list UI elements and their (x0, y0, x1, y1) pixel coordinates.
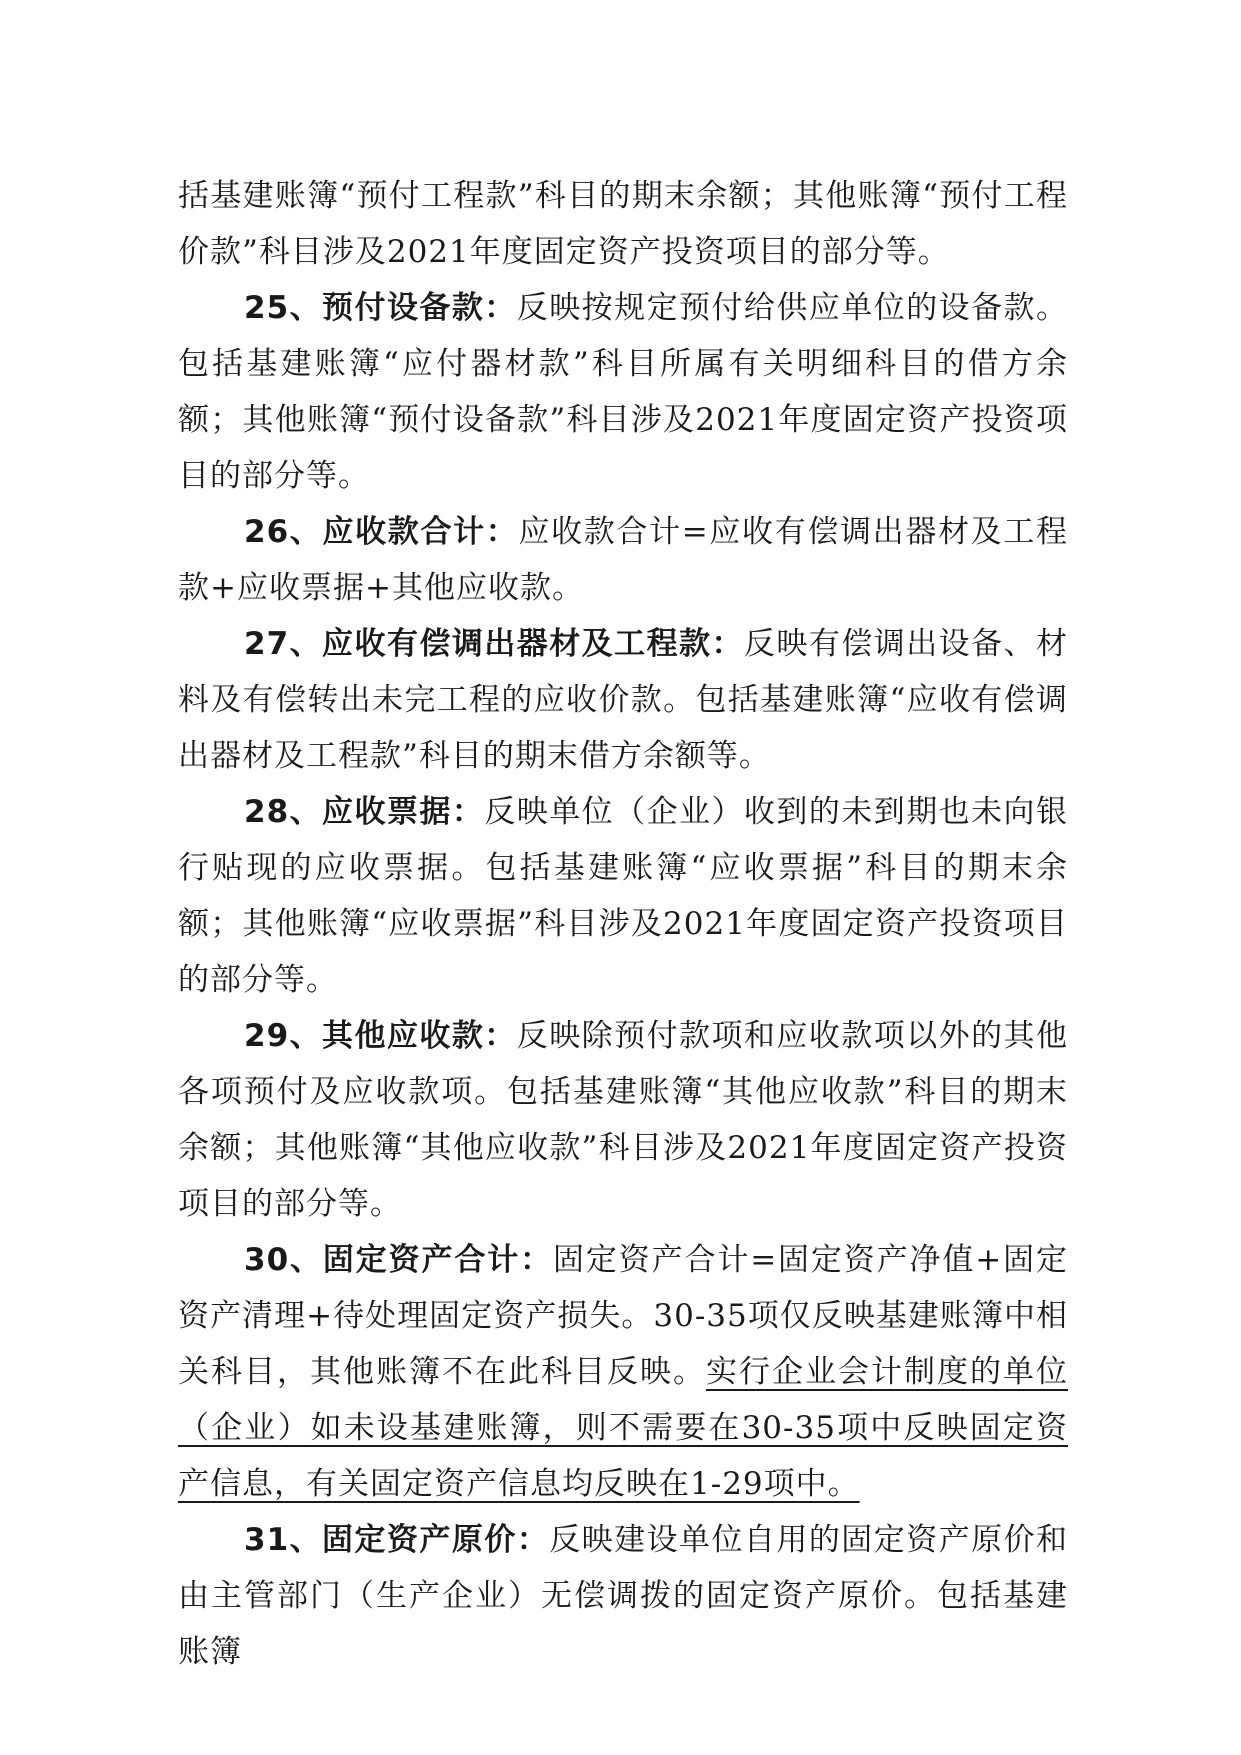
paragraph-30 (178, 1232, 1068, 1512)
paragraph-31 (178, 1512, 1068, 1680)
paragraph-body: 反映除预付款项和应收款项以外的其他各项预付及应收款项。包括基建账簿“其他应收款”科目的期末余额；其他账簿“其他应收款”科目涉及2021年度固定资产投资项目的部分等。 (178, 1018, 1069, 1222)
paragraph-term: 28、应收票据： (244, 794, 485, 830)
document-page (178, 168, 1068, 1680)
paragraph-26 (178, 504, 1068, 616)
paragraph-term: 29、其他应收款： (244, 1018, 517, 1054)
paragraph-29 (178, 1008, 1068, 1232)
paragraph-body: 反映单位（企业）收到的未到期也未向银行贴现的应收票据。包括基建账簿“应收票据”科目的期末余额；其他账簿“应收票据”科目涉及2021年度固定资产投资项目的部分等。 (178, 794, 1069, 998)
paragraph-term: 26、应收款合计： (244, 514, 519, 550)
paragraph-28 (178, 784, 1068, 1008)
underlined-note: 实行企业会计制度的单位（企业）如未设基建账簿，则不需要在30-35项中反映固定资产信息，有关固定资产信息均反映在1-29项中。 (178, 1354, 1068, 1502)
paragraph-body: 反映建设单位自用的固定资产原价和由主管部门（生产企业）无偿调拨的固定资产原价。包括基建账簿 (178, 1522, 1069, 1670)
paragraph-body: 括基建账簿“预付工程款”科目的期末余额；其他账簿“预付工程价款”科目涉及2021年度固定资产投资项目的部分等。 (178, 178, 1068, 270)
paragraph-27 (178, 616, 1068, 784)
paragraph-body: 固定资产合计=固定资产净值+固定资产清理+待处理固定资产损失。30-35项仅反映基建账簿中相关科目，其他账簿不在此科目反映。 (178, 1242, 1068, 1390)
paragraph-body: 反映有偿调出设备、材料及有偿转出未完工程的应收价款。包括基建账簿“应收有偿调出器材及工程款”科目的期末借方余额等。 (178, 626, 1069, 774)
paragraph-24-continued (178, 168, 1068, 280)
paragraph-body: 反映按规定预付给供应单位的设备款。包括基建账簿“应付器材款”科目所属有关明细科目的借方余额；其他账簿“预付设备款”科目涉及2021年度固定资产投资项目的部分等。 (178, 290, 1069, 494)
paragraph-term: 25、预付设备款： (244, 290, 517, 326)
paragraph-term: 31、固定资产原价： (244, 1522, 550, 1558)
paragraph-term: 30、固定资产合计： (244, 1242, 553, 1278)
paragraph-25 (178, 280, 1068, 504)
paragraph-term: 27、应收有偿调出器材及工程款： (244, 626, 744, 662)
paragraph-body: 应收款合计=应收有偿调出器材及工程款+应收票据+其他应收款。 (178, 514, 1068, 606)
